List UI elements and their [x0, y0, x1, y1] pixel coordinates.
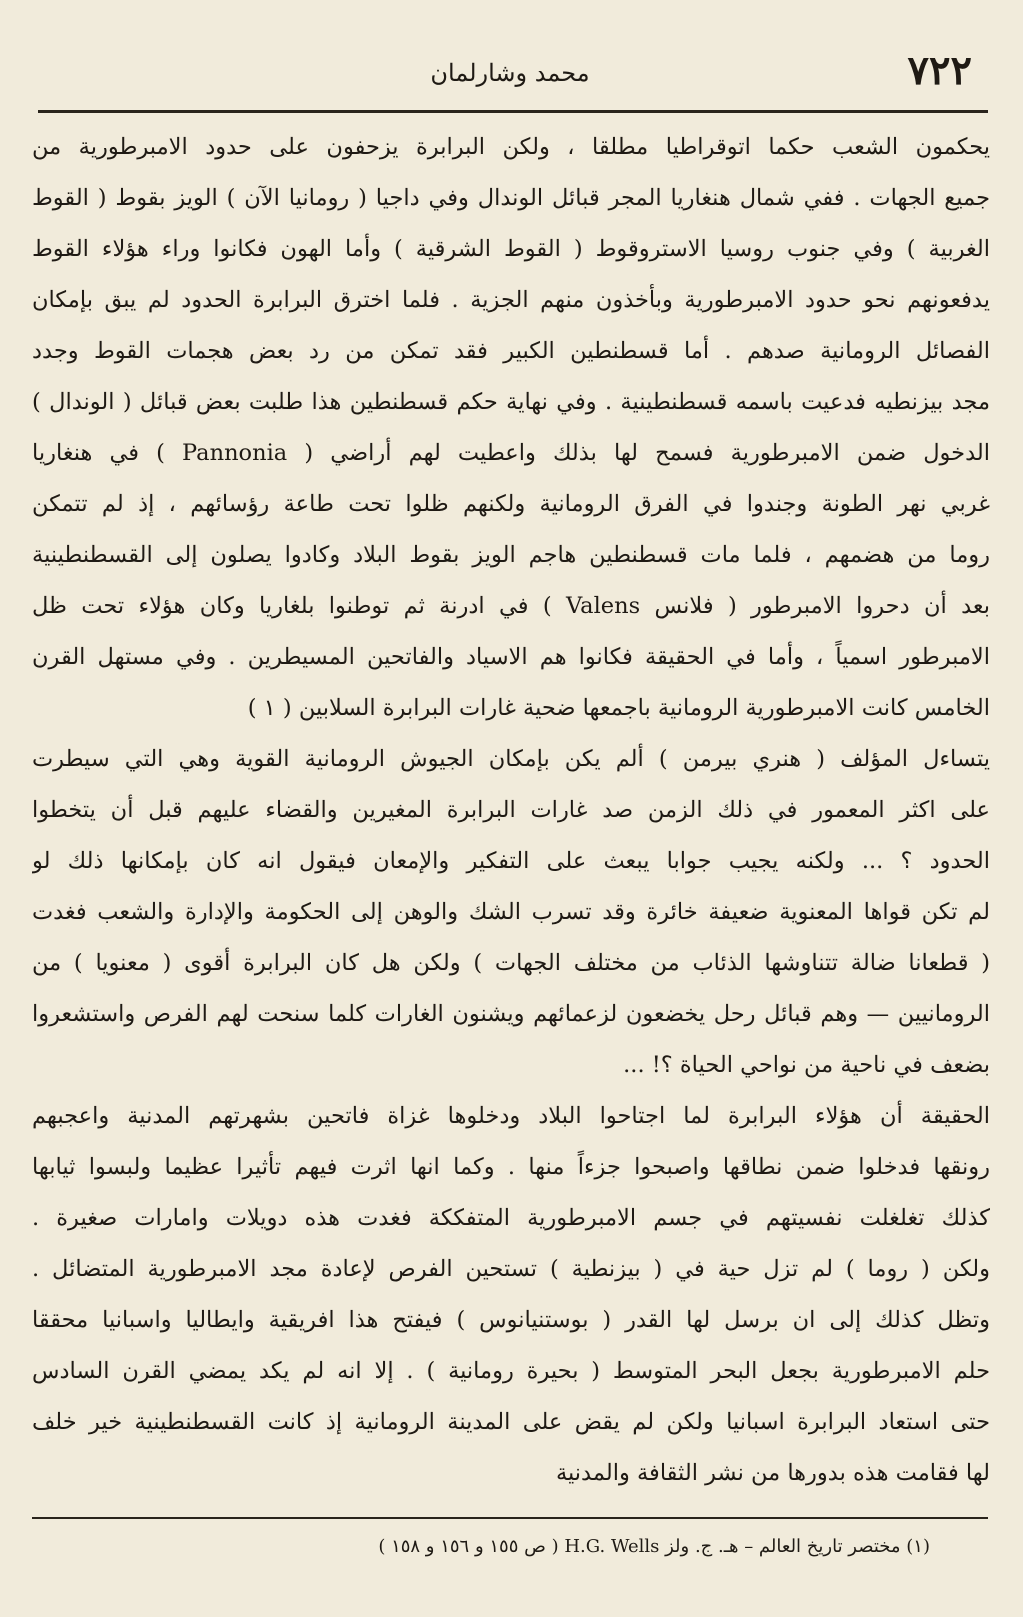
- text-line: وتظل كذلك إلى ان برسل لها القدر ( بوستنيانوس ) فيفتح هذا افريقية وايطاليا واسبانيا محققا: [32, 1307, 990, 1333]
- text-line: ولكن ( روما ) لم تزل حية في ( بيزنطية ) تستحين الفرص لإعادة مجد الامبرطورية المتضائل .: [32, 1256, 990, 1282]
- running-title: محمد وشارلمان: [430, 59, 590, 87]
- text-line: يدفعونهم نحو حدود الامبرطورية وبأخذون منهم الجزية . فلما اخترق البرابرة الحدود لم يبق بإمكان: [32, 287, 990, 313]
- text-line: كذلك تغلغلت نفسيتهم في جسم الامبرطورية المتفككة فغدت هذه دويلات وامارات صغيرة .: [32, 1205, 990, 1231]
- header-rule: [38, 110, 988, 113]
- text-line: روما من هضمهم ، فلما مات قسطنطين هاجم الويز بقوط البلاد وكادوا يصلون إلى القسطنطينية: [32, 542, 990, 568]
- body-text: [32, 122, 990, 1499]
- text-line: الدخول ضمن الامبرطورية فسمح لها بذلك واعطيت لهم أراضي ( Pannonia ) في هنغاريا: [32, 440, 990, 466]
- text-line: الخامس كانت الامبرطورية الرومانية باجمعها ضحية غارات البرابرة السلابين ( ١ ): [247, 695, 990, 721]
- footnote-rule: [32, 1517, 988, 1519]
- text-line: على اكثر المعمور في ذلك الزمن صد غارات البرابرة المغيرين والقضاء عليهم قبل أن يتخطوا: [32, 797, 990, 823]
- text-line: ( قطعانا ضالة تتناوشها الذئاب من مختلف الجهات ) ولكن هل كان البرابرة أقوى ( معنويا ) من: [32, 950, 990, 976]
- text-line: بضعف في ناحية من نواحي الحياة ؟! ...: [623, 1052, 990, 1078]
- page-header: [30, 40, 990, 100]
- text-line: الحقيقة أن هؤلاء البرابرة لما اجتاحوا البلاد ودخلوها غزاة فاتحين بشهرتهم المدنية واعجبهم: [32, 1103, 990, 1129]
- text-line: الرومانيين — وهم قبائل رحل يخضعون لزعمائهم ويشنون الغارات كلما سنحت لهم الفرص واستشعروا: [32, 1001, 990, 1027]
- paragraph: [32, 1091, 990, 1499]
- text-line: الحدود ؟ ... ولكنه يجيب جوابا يبعث على التفكير والإمعان فيقول انه كان بإمكانها ذلك لو: [32, 848, 990, 874]
- text-line: رونقها فدخلوا ضمن نطاقها واصبحوا جزءاً منها . وكما انها اثرت فيهم تأثيرا عظيما ولبسوا ثيابها: [32, 1154, 990, 1180]
- text-line: حلم الامبرطورية بجعل البحر المتوسط ( بحيرة رومانية ) . إلا انه لم يكد يمضي القرن السادس: [32, 1358, 990, 1384]
- text-line: الامبرطور اسمياً ، وأما في الحقيقة فكانوا هم الاسياد والفاتحين المسيطرين . وفي مستهل القرن: [32, 644, 990, 670]
- text-line: غربي نهر الطونة وجندوا في الفرق الرومانية ولكنهم ظلوا تحت طاعة رؤسائهم ، إذ لم تتمكن: [32, 491, 990, 517]
- footnote: (١) مختصر تاريخ العالم – هـ. ج. ولز H.G. Wells ( ص ١٥٥ و ١٥٦ و ١٥٨ ): [378, 1536, 930, 1557]
- text-line: الغربية ) وفي جنوب روسيا الاستروقوط ( القوط الشرقية ) وأما الهون فكانوا وراء هؤلاء القوط: [32, 236, 990, 262]
- text-line: يتساءل المؤلف ( هنري بيرمن ) ألم يكن بإمكان الجيوش الرومانية القوية وهي التي سيطرت: [32, 746, 990, 772]
- text-line: لم تكن قواها المعنوية ضعيفة خائرة وقد تسرب الشك والوهن إلى الحكومة والإدارة والشعب فغدت: [32, 899, 990, 925]
- text-line: مجد بيزنطيه فدعيت باسمه قسطنطينية . وفي نهاية حكم قسطنطين هذا طلبت بعض قبائل ( الوندال ): [32, 389, 990, 415]
- text-line: لها فقامت هذه بدورها من نشر الثقافة والمدنية: [555, 1460, 990, 1486]
- paragraph: [32, 734, 990, 1091]
- paragraph: [32, 122, 990, 734]
- text-line: يحكمون الشعب حكما اتوقراطيا مطلقا ، ولكن البرابرة يزحفون على حدود الامبرطورية من: [32, 134, 990, 160]
- text-line: حتى استعاد البرابرة اسبانيا ولكن لم يقض على المدينة الرومانية إذ كانت القسطنطينية خير خلف: [32, 1409, 990, 1435]
- page-number: ٧٢٢: [907, 47, 972, 94]
- text-line: الفصائل الرومانية صدهم . أما قسطنطين الكبير فقد تمكن من رد بعض هجمات القوط وجدد: [32, 338, 990, 364]
- text-line: بعد أن دحروا الامبرطور ( فلانس Valens ) في ادرنة ثم توطنوا بلغاريا وكان هؤلاء تحت ظل: [32, 593, 990, 619]
- text-line: جميع الجهات . ففي شمال هنغاريا المجر قبائل الوندال وفي داجيا ( رومانيا الآن ) الويز بقوط ( القوط: [32, 185, 990, 211]
